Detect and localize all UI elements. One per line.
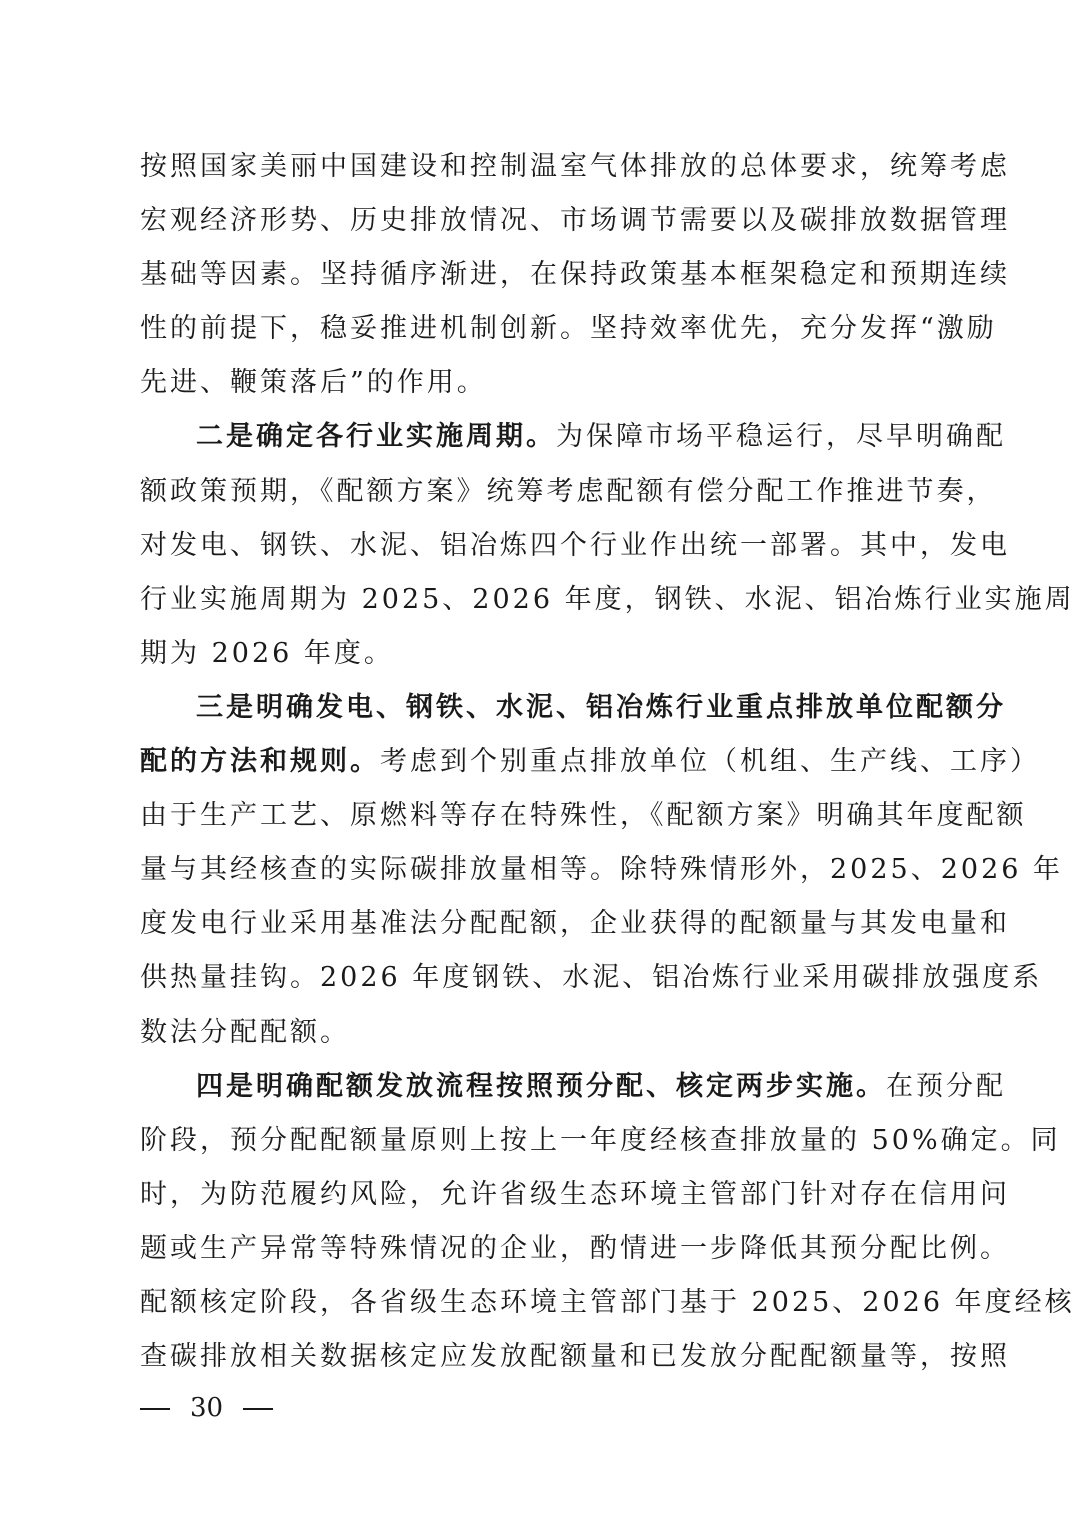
text-line: 时，为防范履约风险，允许省级生态环境主管部门针对存在信用问 <box>140 1178 1010 1210</box>
bold-heading: 四是明确配额发放流程按照预分配、核定两步实施。 <box>196 1070 886 1102</box>
text-line: 额政策预期，《配额方案》统筹考虑配额有偿分配工作推进节奏， <box>140 475 997 507</box>
page-number: 30 <box>190 1393 224 1423</box>
paragraph-heading-line: 配的方法和规则。考虑到个别重点排放单位（机组、生产线、工序） <box>140 746 1040 778</box>
bold-heading: 二是确定各行业实施周期。 <box>196 421 556 453</box>
text-line: 数法分配配额。 <box>140 1016 350 1048</box>
text-line: 行业实施周期为 2025、2026 年度，钢铁、水泥、铝冶炼行业实施周 <box>140 583 1075 615</box>
text-line: 期为 2026 年度。 <box>140 637 394 669</box>
bold-heading: 配的方法和规则。 <box>140 746 380 778</box>
text-line: 阶段，预分配配额量原则上按上一年度经核查排放量的 50%确定。同 <box>140 1124 1061 1156</box>
text-line: 性的前提下，稳妥推进机制创新。坚持效率优先，充分发挥“激励 <box>140 313 997 345</box>
text-line: 由于生产工艺、原燃料等存在特殊性，《配额方案》明确其年度配额 <box>140 800 1027 832</box>
text-line: 先进、鞭策落后”的作用。 <box>140 367 487 399</box>
text-line: 配额核定阶段，各省级生态环境主管部门基于 2025、2026 年度经核 <box>140 1286 1075 1318</box>
paragraph-heading-line: 四是明确配额发放流程按照预分配、核定两步实施。在预分配 <box>196 1070 1006 1102</box>
text-line: 对发电、钢铁、水泥、铝冶炼四个行业作出统一部署。其中，发电 <box>140 529 1010 561</box>
text-line: 供热量挂钩。2026 年度钢铁、水泥、铝冶炼行业采用碳排放强度系 <box>140 962 1043 994</box>
text-line: 量与其经核查的实际碳排放量相等。除特殊情形外，2025、2026 年 <box>140 854 1064 886</box>
text-line: 查碳排放相关数据核定应发放配额量和已发放分配配额量等，按照 <box>140 1341 1010 1373</box>
footer-dash-right <box>243 1408 273 1410</box>
text-line: 题或生产异常等特殊情况的企业，酌情进一步降低其预分配比例。 <box>140 1232 1010 1264</box>
body-text <box>140 140 1075 1384</box>
text-line: 基础等因素。坚持循序渐进，在保持政策基本框架稳定和预期连续 <box>140 259 1010 291</box>
paragraph-heading-line: 二是确定各行业实施周期。为保障市场平稳运行，尽早明确配 <box>196 421 1006 453</box>
text-line: 按照国家美丽中国建设和控制温室气体排放的总体要求，统筹考虑 <box>140 151 1010 182</box>
page-footer <box>140 1388 273 1428</box>
paragraph-heading-line <box>140 681 1006 735</box>
footer-dash-left <box>140 1408 170 1410</box>
text-line: 宏观经济形势、历史排放情况、市场调节需要以及碳排放数据管理 <box>140 205 1010 237</box>
bold-heading: 三是明确发电、钢铁、水泥、铝冶炼行业重点排放单位配额分 <box>196 691 1006 723</box>
text-line: 度发电行业采用基准法分配配额，企业获得的配额量与其发电量和 <box>140 908 1010 940</box>
